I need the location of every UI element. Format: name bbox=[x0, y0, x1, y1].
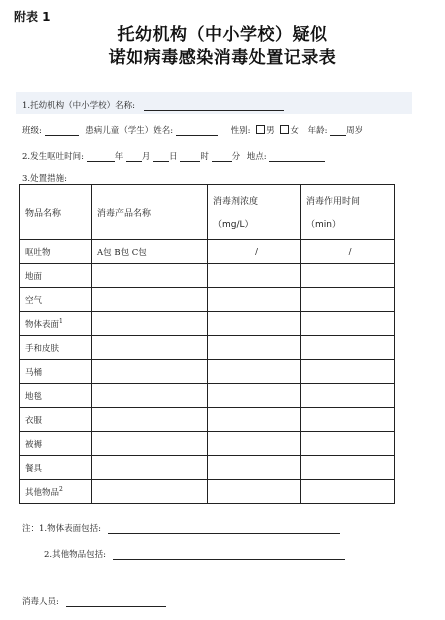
patient-name-label: 患病儿童（学生）姓名: bbox=[85, 126, 174, 136]
appendix-label: 附表 1 bbox=[14, 10, 51, 24]
disinfector-row bbox=[22, 595, 166, 607]
note2-label: 2.其他物品包括: bbox=[44, 550, 106, 560]
header-item: 物品名称 bbox=[20, 185, 92, 240]
row-concentration-cell[interactable] bbox=[208, 312, 301, 336]
table-row bbox=[20, 432, 395, 456]
row-product-cell[interactable] bbox=[92, 384, 208, 408]
female-checkbox[interactable] bbox=[280, 125, 289, 134]
male-checkbox[interactable] bbox=[256, 125, 265, 134]
table-row bbox=[20, 240, 395, 264]
footnote-marker: 1 bbox=[59, 317, 63, 325]
row-product-cell[interactable] bbox=[92, 360, 208, 384]
time-label: 2.发生呕吐时间: bbox=[22, 152, 84, 162]
row-concentration-value: / bbox=[255, 246, 258, 257]
row-item-cell bbox=[20, 456, 92, 480]
institution-field[interactable] bbox=[144, 100, 284, 111]
table-row bbox=[20, 456, 395, 480]
patient-name-field[interactable] bbox=[176, 125, 218, 136]
day-field[interactable] bbox=[153, 151, 169, 162]
row-item-name: 呕吐物 bbox=[25, 247, 51, 258]
note1-label: 注：1.物体表面包括: bbox=[22, 524, 101, 534]
row-concentration-cell[interactable] bbox=[208, 384, 301, 408]
row-item-name: 地毯 bbox=[25, 391, 43, 402]
table-row bbox=[20, 336, 395, 360]
row-product-cell[interactable] bbox=[92, 264, 208, 288]
class-label: 班级: bbox=[22, 126, 42, 136]
header-concentration bbox=[208, 185, 301, 240]
row-item-name: 其他物品 bbox=[25, 487, 60, 498]
row-concentration-cell[interactable] bbox=[208, 360, 301, 384]
female-label: 女 bbox=[290, 126, 299, 136]
row-item-name: 衣服 bbox=[25, 415, 43, 426]
table-row bbox=[20, 384, 395, 408]
row-item-name: 地面 bbox=[25, 271, 43, 282]
age-label: 年龄: bbox=[307, 126, 328, 136]
row-concentration-cell[interactable] bbox=[208, 456, 301, 480]
form-title-line1: 托幼机构（中小学校）疑似 bbox=[117, 25, 328, 45]
row-item-cell bbox=[20, 240, 92, 264]
table-header-row bbox=[20, 185, 395, 240]
header-duration-text: 消毒作用时间 bbox=[306, 197, 361, 207]
row-concentration-cell[interactable] bbox=[208, 240, 301, 264]
row-item-name: 被褥 bbox=[25, 439, 43, 450]
row-product-cell[interactable] bbox=[92, 336, 208, 360]
row-item-cell bbox=[20, 336, 92, 360]
age-unit: 周岁 bbox=[346, 126, 364, 136]
header-duration bbox=[301, 185, 395, 240]
row-concentration-cell[interactable] bbox=[208, 288, 301, 312]
row-item-cell bbox=[20, 384, 92, 408]
row-duration-cell[interactable] bbox=[301, 264, 395, 288]
row-item-cell bbox=[20, 264, 92, 288]
table-body bbox=[20, 240, 395, 504]
row-item-cell bbox=[20, 360, 92, 384]
row-duration-cell[interactable] bbox=[301, 360, 395, 384]
disinfection-record-table bbox=[19, 184, 395, 504]
row-duration-cell[interactable] bbox=[301, 480, 395, 504]
note2-field[interactable] bbox=[113, 549, 345, 560]
row-duration-cell[interactable] bbox=[301, 456, 395, 480]
table-row bbox=[20, 264, 395, 288]
row-product-cell[interactable] bbox=[92, 408, 208, 432]
header-duration-unit: （min） bbox=[306, 220, 341, 230]
table-row bbox=[20, 408, 395, 432]
note2-row bbox=[44, 548, 345, 560]
row-concentration-cell[interactable] bbox=[208, 480, 301, 504]
header-concentration-unit: （mg/L） bbox=[213, 220, 254, 230]
table-row bbox=[20, 288, 395, 312]
row-item-name: 物体表面 bbox=[25, 319, 60, 330]
table-row bbox=[20, 360, 395, 384]
institution-row bbox=[22, 99, 284, 111]
month-label: 月 bbox=[141, 152, 151, 162]
row-duration-cell[interactable] bbox=[301, 432, 395, 456]
hour-field[interactable] bbox=[180, 151, 200, 162]
row-item-cell bbox=[20, 480, 92, 504]
note1-row bbox=[22, 522, 340, 534]
table-row bbox=[20, 312, 395, 336]
footnote-marker: 2 bbox=[59, 485, 63, 493]
row-duration-cell[interactable] bbox=[301, 240, 395, 264]
note1-field[interactable] bbox=[108, 523, 340, 534]
row-product-cell[interactable] bbox=[92, 456, 208, 480]
row-item-name: 餐具 bbox=[25, 463, 43, 474]
table-row bbox=[20, 480, 395, 504]
header-product: 消毒产品名称 bbox=[92, 185, 208, 240]
row-item-cell bbox=[20, 312, 92, 336]
row-duration-cell[interactable] bbox=[301, 408, 395, 432]
row-item-name: 马桶 bbox=[25, 367, 43, 378]
place-field[interactable] bbox=[269, 151, 325, 162]
header-concentration-text: 消毒剂浓度 bbox=[213, 197, 259, 207]
minute-field[interactable] bbox=[212, 151, 232, 162]
row-concentration-cell[interactable] bbox=[208, 336, 301, 360]
row-duration-cell[interactable] bbox=[301, 336, 395, 360]
place-label: 地点: bbox=[246, 152, 267, 162]
month-field[interactable] bbox=[126, 151, 142, 162]
row-item-cell bbox=[20, 408, 92, 432]
age-field[interactable] bbox=[330, 125, 346, 136]
row-concentration-cell[interactable] bbox=[208, 264, 301, 288]
row-item-name: 空气 bbox=[25, 295, 43, 306]
measures-label: 3.处置措施: bbox=[22, 174, 67, 184]
disinfector-field[interactable] bbox=[66, 596, 166, 607]
gender-label: 性别: bbox=[230, 126, 251, 136]
institution-label: 1.托幼机构（中小学校）名称: bbox=[22, 101, 135, 111]
row-duration-value: / bbox=[348, 246, 352, 257]
vomit-time-row bbox=[22, 150, 325, 162]
year-field[interactable] bbox=[87, 151, 115, 162]
row-product-cell[interactable] bbox=[92, 312, 208, 336]
row-concentration-cell[interactable] bbox=[208, 432, 301, 456]
hour-label: 时 bbox=[200, 152, 209, 162]
row-duration-cell[interactable] bbox=[301, 312, 395, 336]
form-title-line2: 诺如病毒感染消毒处置记录表 bbox=[108, 48, 337, 68]
row-product-cell[interactable] bbox=[92, 432, 208, 456]
patient-row bbox=[22, 124, 363, 136]
row-duration-cell[interactable] bbox=[301, 288, 395, 312]
day-label: 日 bbox=[169, 152, 178, 162]
year-label: 年 bbox=[114, 152, 124, 162]
disinfector-label: 消毒人员: bbox=[22, 597, 59, 607]
class-field[interactable] bbox=[45, 125, 79, 136]
minute-label: 分 bbox=[231, 152, 241, 162]
row-product-cell[interactable] bbox=[92, 288, 208, 312]
row-item-cell bbox=[20, 288, 92, 312]
row-item-cell bbox=[20, 432, 92, 456]
row-product-cell[interactable] bbox=[92, 480, 208, 504]
row-duration-cell[interactable] bbox=[301, 384, 395, 408]
row-product-cell[interactable]: A包 B包 C包 bbox=[92, 240, 208, 264]
row-concentration-cell[interactable] bbox=[208, 408, 301, 432]
row-item-name: 手和皮肤 bbox=[25, 343, 60, 354]
male-label: 男 bbox=[266, 126, 275, 136]
